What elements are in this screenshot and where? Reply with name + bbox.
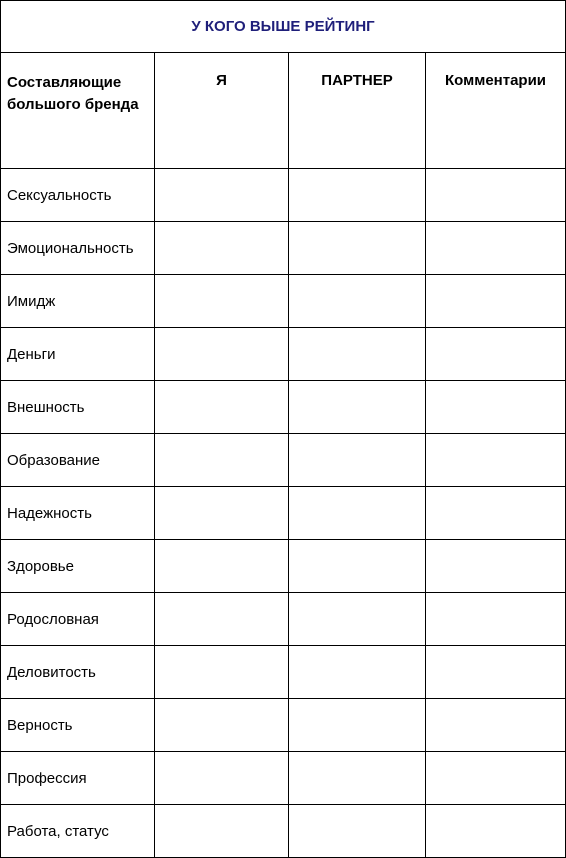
cell-comments[interactable] [426, 752, 566, 805]
cell-comments[interactable] [426, 275, 566, 328]
cell-partner[interactable] [289, 222, 426, 275]
cell-me[interactable] [155, 487, 289, 540]
cell-me[interactable] [155, 646, 289, 699]
row-label: Имидж [1, 275, 155, 328]
cell-partner[interactable] [289, 169, 426, 222]
table-row [1, 593, 566, 646]
cell-me[interactable] [155, 540, 289, 593]
cell-partner[interactable] [289, 381, 426, 434]
header-partner: ПАРТНЕР [289, 53, 426, 169]
row-label: Эмоциональность [1, 222, 155, 275]
row-label: Надежность [1, 487, 155, 540]
table-row [1, 169, 566, 222]
cell-comments[interactable] [426, 381, 566, 434]
row-label: Верность [1, 699, 155, 752]
table-row [1, 540, 566, 593]
cell-me[interactable] [155, 593, 289, 646]
cell-me[interactable] [155, 699, 289, 752]
cell-comments[interactable] [426, 593, 566, 646]
cell-comments[interactable] [426, 328, 566, 381]
cell-partner[interactable] [289, 646, 426, 699]
table-row [1, 222, 566, 275]
table-row [1, 275, 566, 328]
row-label: Образование [1, 434, 155, 487]
cell-partner[interactable] [289, 540, 426, 593]
cell-partner[interactable] [289, 487, 426, 540]
row-label: Деньги [1, 328, 155, 381]
cell-comments[interactable] [426, 487, 566, 540]
cell-me[interactable] [155, 222, 289, 275]
cell-partner[interactable] [289, 699, 426, 752]
header-comments: Комментарии [426, 53, 566, 169]
cell-partner[interactable] [289, 328, 426, 381]
cell-me[interactable] [155, 752, 289, 805]
cell-partner[interactable] [289, 593, 426, 646]
cell-me[interactable] [155, 805, 289, 858]
cell-comments[interactable] [426, 540, 566, 593]
cell-partner[interactable] [289, 275, 426, 328]
table-row [1, 752, 566, 805]
row-label: Внешность [1, 381, 155, 434]
cell-me[interactable] [155, 328, 289, 381]
row-label: Сексуальность [1, 169, 155, 222]
cell-comments[interactable] [426, 699, 566, 752]
table-row [1, 699, 566, 752]
row-label: Профессия [1, 752, 155, 805]
cell-comments[interactable] [426, 434, 566, 487]
table-row [1, 434, 566, 487]
table-row [1, 487, 566, 540]
cell-me[interactable] [155, 381, 289, 434]
row-label: Здоровье [1, 540, 155, 593]
row-label: Деловитость [1, 646, 155, 699]
table-row [1, 328, 566, 381]
header-components: Составляющие большого бренда [1, 53, 155, 169]
cell-comments[interactable] [426, 805, 566, 858]
cell-partner[interactable] [289, 752, 426, 805]
row-label: Работа, статус [1, 805, 155, 858]
header-row [1, 53, 566, 169]
cell-comments[interactable] [426, 222, 566, 275]
cell-partner[interactable] [289, 434, 426, 487]
table-row [1, 381, 566, 434]
cell-me[interactable] [155, 169, 289, 222]
row-label: Родословная [1, 593, 155, 646]
cell-me[interactable] [155, 434, 289, 487]
cell-comments[interactable] [426, 646, 566, 699]
header-me: Я [155, 53, 289, 169]
title-row [1, 1, 566, 53]
cell-partner[interactable] [289, 805, 426, 858]
table-title: У КОГО ВЫШЕ РЕЙТИНГ [1, 1, 566, 53]
table-row [1, 805, 566, 858]
cell-comments[interactable] [426, 169, 566, 222]
table-row [1, 646, 566, 699]
cell-me[interactable] [155, 275, 289, 328]
